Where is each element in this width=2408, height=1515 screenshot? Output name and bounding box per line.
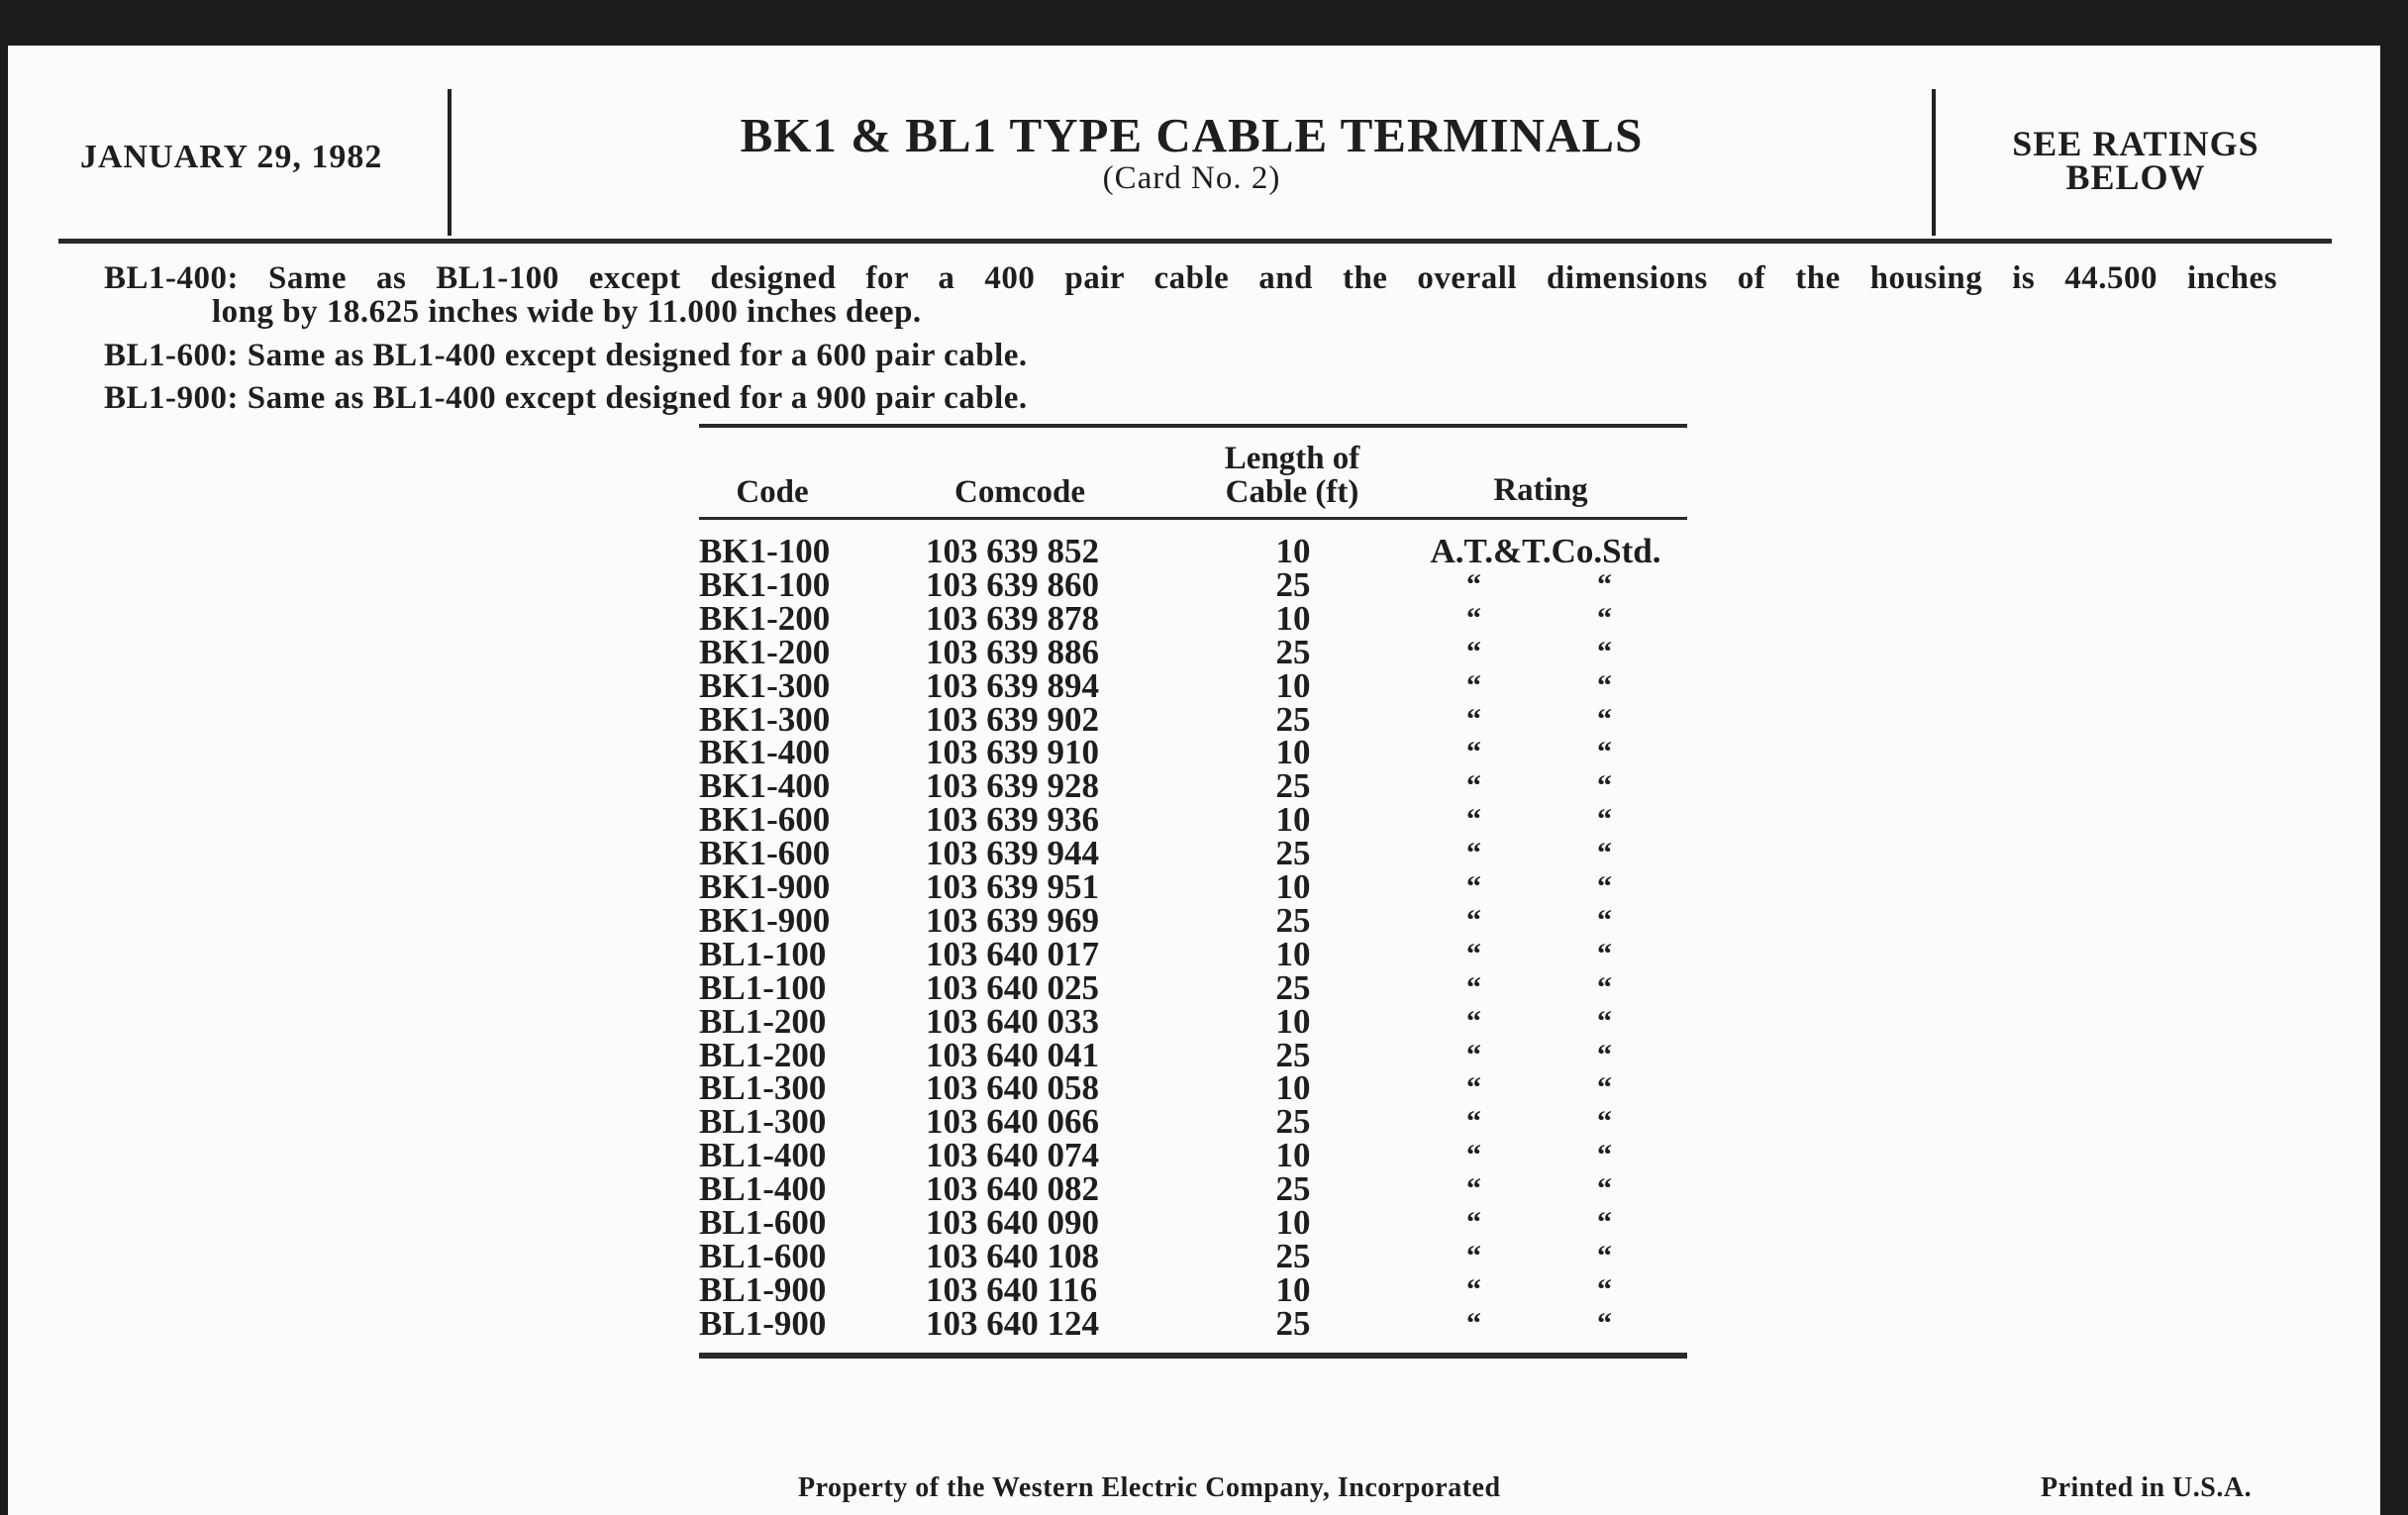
cell-length: 10	[1275, 800, 1311, 840]
card-date: JANUARY 29, 1982	[80, 139, 383, 175]
cell-comcode: 103 639 878	[926, 598, 1099, 638]
cell-comcode: 103 639 910	[926, 733, 1099, 772]
table-top-rule	[699, 424, 1687, 428]
cell-comcode: 103 640 058	[926, 1068, 1099, 1108]
cell-code: BK1-300	[699, 699, 831, 739]
cell-code: BL1-300	[699, 1102, 827, 1142]
cell-comcode: 103 639 894	[926, 665, 1099, 705]
note-bl1-400: BL1-400: Same as BL1-100 except designed for a 400 pair cable and the overall dimensions of the housing is 44.500 inches	[104, 260, 2277, 296]
cell-code: BL1-200	[699, 1001, 827, 1041]
cell-code: BK1-400	[699, 733, 831, 772]
table-row	[699, 1269, 1689, 1309]
cell-rating-ditto: “	[1466, 1172, 1481, 1206]
table-row	[699, 900, 1689, 940]
table-row	[699, 1001, 1689, 1041]
cell-length: 25	[1275, 564, 1311, 604]
cell-code: BL1-900	[699, 1303, 827, 1343]
table-row	[699, 1203, 1689, 1242]
cell-code: BL1-400	[699, 1136, 827, 1175]
cell-rating-ditto: “	[1466, 567, 1481, 601]
cell-code: BK1-100	[699, 564, 831, 604]
table-row	[699, 867, 1689, 906]
cell-comcode: 103 640 025	[926, 967, 1099, 1007]
cell-code: BK1-600	[699, 800, 831, 840]
header-rule	[58, 239, 2332, 244]
cell-code: BL1-100	[699, 967, 827, 1007]
cell-rating-ditto: “	[1466, 937, 1481, 970]
cell-code: BL1-600	[699, 1203, 827, 1242]
cell-rating-ditto: “	[1466, 1239, 1481, 1272]
cell-length: 25	[1275, 766, 1311, 806]
table-row	[699, 766, 1689, 806]
note-bl1-900: BL1-900: Same as BL1-400 except designed for a 900 pair cable.	[104, 380, 1028, 416]
cell-comcode: 103 640 033	[926, 1001, 1099, 1041]
cell-rating-ditto: “	[1466, 1071, 1481, 1105]
cell-rating-ditto: “	[1597, 1038, 1612, 1071]
cell-rating-ditto: “	[1466, 601, 1481, 635]
table-row	[699, 1303, 1689, 1343]
cell-rating-ditto: “	[1597, 903, 1612, 937]
cell-rating-ditto: “	[1597, 1071, 1612, 1105]
cell-rating-ditto: “	[1466, 1272, 1481, 1306]
cell-length: 25	[1275, 699, 1311, 739]
cell-length: 10	[1275, 1068, 1311, 1108]
column-header-length-line1: Length of	[1224, 441, 1360, 476]
table-row	[699, 699, 1689, 739]
cell-rating-ditto: “	[1597, 567, 1612, 601]
cell-rating-ditto: “	[1597, 837, 1612, 870]
cell-rating: A.T.&T.Co.Std.	[1430, 532, 1661, 570]
note-bl1-600: BL1-600: Same as BL1-400 except designed for a 600 pair cable.	[104, 338, 1028, 373]
cell-length: 10	[1275, 1136, 1311, 1175]
cell-code: BK1-300	[699, 665, 831, 705]
cell-rating-ditto: “	[1466, 668, 1481, 702]
cell-comcode: 103 640 124	[926, 1303, 1099, 1343]
cell-comcode: 103 640 066	[926, 1102, 1099, 1142]
cell-rating-ditto: “	[1466, 837, 1481, 870]
card-number: (Card No. 2)	[1102, 160, 1281, 196]
cell-code: BK1-200	[699, 598, 831, 638]
cell-rating-ditto: “	[1466, 702, 1481, 736]
note-bl1-400-continued: long by 18.625 inches wide by 11.000 inches deep.	[212, 294, 922, 330]
cell-length: 10	[1275, 598, 1311, 638]
cell-comcode: 103 640 090	[926, 1203, 1099, 1242]
cell-length: 10	[1275, 1001, 1311, 1041]
footer-printed: Printed in U.S.A.	[2041, 1472, 2253, 1503]
cell-length: 10	[1275, 934, 1311, 973]
cell-comcode: 103 639 951	[926, 867, 1099, 906]
column-header-rating: Rating	[1493, 472, 1588, 508]
table-header-rule	[699, 517, 1687, 520]
table-row	[699, 1035, 1689, 1074]
cell-code: BK1-900	[699, 867, 831, 906]
cell-code: BL1-100	[699, 934, 827, 973]
cell-code: BK1-100	[699, 532, 831, 570]
table-row	[699, 1169, 1689, 1209]
cell-length: 25	[1275, 1303, 1311, 1343]
cell-rating-ditto: “	[1466, 1139, 1481, 1172]
cell-length: 25	[1275, 967, 1311, 1007]
table-row	[699, 1236, 1689, 1275]
cell-rating-ditto: “	[1597, 635, 1612, 668]
cell-rating-ditto: “	[1597, 1004, 1612, 1038]
cell-length: 25	[1275, 1169, 1311, 1209]
cell-comcode: 103 639 860	[926, 564, 1099, 604]
table-row	[699, 1102, 1689, 1142]
table-row	[699, 733, 1689, 772]
cell-length: 25	[1275, 632, 1311, 671]
cell-length: 10	[1275, 532, 1311, 570]
cell-rating-ditto: “	[1597, 1306, 1612, 1340]
cell-rating-ditto: “	[1597, 803, 1612, 837]
cell-rating-ditto: “	[1466, 1038, 1481, 1071]
cell-code: BK1-200	[699, 632, 831, 671]
cell-comcode: 103 639 936	[926, 800, 1099, 840]
table-row	[699, 800, 1689, 840]
cell-comcode: 103 640 074	[926, 1136, 1099, 1175]
cell-rating-ditto: “	[1597, 668, 1612, 702]
cell-length: 25	[1275, 1236, 1311, 1275]
table-row	[699, 934, 1689, 973]
cell-length: 10	[1275, 1269, 1311, 1309]
header-divider-right	[1932, 89, 1936, 236]
cell-rating-ditto: “	[1597, 736, 1612, 769]
cell-rating-ditto: “	[1597, 1239, 1612, 1272]
cell-rating-ditto: “	[1466, 1206, 1481, 1239]
cell-rating-ditto: “	[1466, 803, 1481, 837]
cell-length: 10	[1275, 867, 1311, 906]
cell-comcode: 103 640 017	[926, 934, 1099, 973]
cell-comcode: 103 639 902	[926, 699, 1099, 739]
table-row	[699, 564, 1689, 604]
cell-code: BK1-600	[699, 834, 831, 873]
table-row	[699, 598, 1689, 638]
cell-code: BL1-400	[699, 1169, 827, 1209]
ratings-note-line1: SEE RATINGS	[2012, 124, 2259, 163]
cell-rating-ditto: “	[1466, 769, 1481, 803]
cell-code: BK1-900	[699, 900, 831, 940]
cell-code: BK1-400	[699, 766, 831, 806]
cell-rating-ditto: “	[1597, 702, 1612, 736]
table-row	[699, 834, 1689, 873]
column-header-code: Code	[736, 474, 809, 510]
cell-rating-ditto: “	[1466, 635, 1481, 668]
cell-comcode: 103 640 041	[926, 1035, 1099, 1074]
cell-code: BL1-200	[699, 1035, 827, 1074]
cell-comcode: 103 640 116	[926, 1269, 1098, 1309]
cell-length: 25	[1275, 1102, 1311, 1142]
cell-rating-ditto: “	[1597, 1206, 1612, 1239]
ratings-note-line2: BELOW	[2065, 157, 2206, 197]
cell-rating-ditto: “	[1466, 1306, 1481, 1340]
cell-rating-ditto: “	[1466, 903, 1481, 937]
cell-rating-ditto: “	[1597, 1272, 1612, 1306]
cell-comcode: 103 639 944	[926, 834, 1099, 873]
cell-length: 25	[1275, 900, 1311, 940]
footer-property: Property of the Western Electric Company, Incorporated	[798, 1472, 1501, 1503]
cell-rating-ditto: “	[1597, 1139, 1612, 1172]
cell-length: 25	[1275, 1035, 1311, 1074]
cell-code: BL1-300	[699, 1068, 827, 1108]
cell-rating-ditto: “	[1597, 769, 1612, 803]
cell-rating-ditto: “	[1466, 1004, 1481, 1038]
table-row	[699, 1068, 1689, 1108]
card-title: BK1 & BL1 TYPE CABLE TERMINALS	[740, 108, 1644, 162]
cell-rating-ditto: “	[1466, 870, 1481, 903]
table-row	[699, 1136, 1689, 1175]
ratings-note	[1938, 124, 2334, 197]
cell-comcode: 103 639 928	[926, 766, 1099, 806]
table-row	[699, 632, 1689, 671]
table-row	[699, 665, 1689, 705]
cell-rating-ditto: “	[1597, 937, 1612, 970]
cell-rating-ditto: “	[1597, 970, 1612, 1004]
cell-comcode: 103 640 082	[926, 1169, 1099, 1209]
cell-rating-ditto: “	[1466, 1105, 1481, 1139]
cell-length: 10	[1275, 733, 1311, 772]
cell-rating-ditto: “	[1466, 970, 1481, 1004]
cell-code: BL1-900	[699, 1269, 827, 1309]
cell-comcode: 103 639 852	[926, 532, 1099, 570]
cell-comcode: 103 639 969	[926, 900, 1099, 940]
cell-comcode: 103 640 108	[926, 1236, 1099, 1275]
column-header-comcode: Comcode	[954, 474, 1085, 510]
cell-comcode: 103 639 886	[926, 632, 1099, 671]
table-row	[699, 967, 1689, 1007]
column-header-length	[1188, 442, 1396, 509]
cell-rating-ditto: “	[1597, 1105, 1612, 1139]
column-header-length-line2: Cable (ft)	[1225, 474, 1359, 510]
cell-rating-ditto: “	[1466, 736, 1481, 769]
cell-rating-ditto: “	[1597, 1172, 1612, 1206]
cell-length: 10	[1275, 1203, 1311, 1242]
cell-rating-ditto: “	[1597, 870, 1612, 903]
cell-length: 10	[1275, 665, 1311, 705]
cell-rating-ditto: “	[1597, 601, 1612, 635]
cell-code: BL1-600	[699, 1236, 827, 1275]
table-row	[699, 532, 1689, 570]
cell-length: 25	[1275, 834, 1311, 873]
table-bottom-rule	[699, 1353, 1687, 1359]
